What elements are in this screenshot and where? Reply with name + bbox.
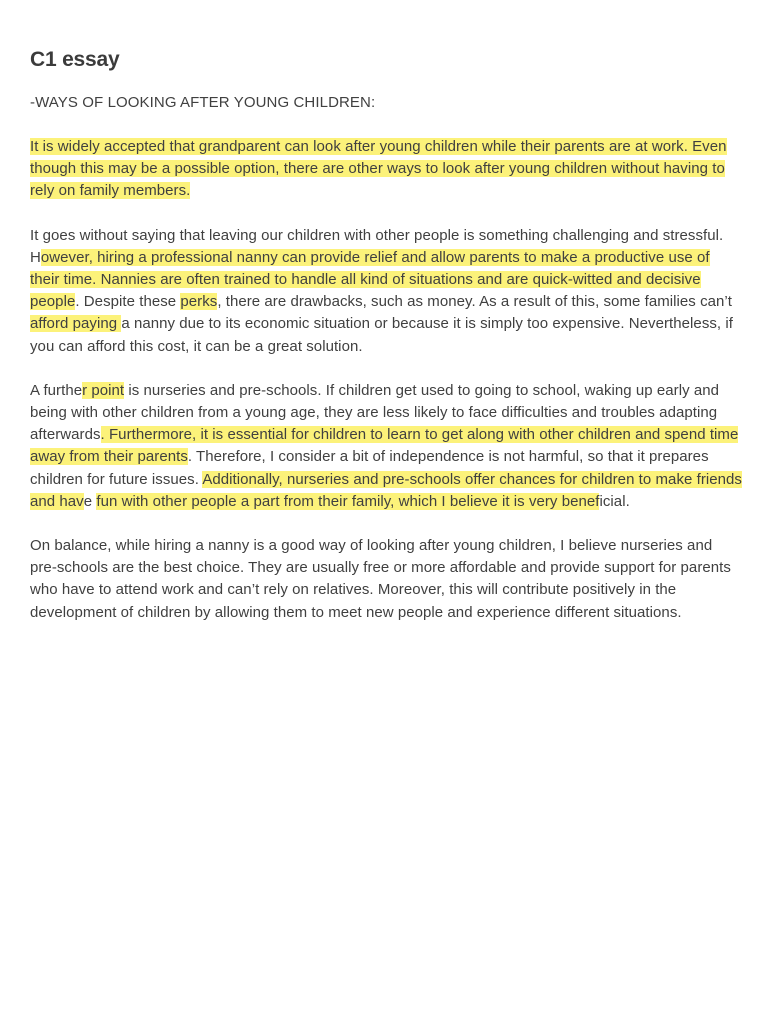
body-text: . Therefore, I consider a bit of independence is not harmful, so that it prepares children for future issues.	[30, 448, 709, 488]
highlighted-text: Additionally, nurseries and pre-schools offer chances for children to make friends and hav	[30, 470, 742, 510]
body-text: e	[83, 492, 97, 510]
body-text: is nurseries and pre-schools. If children get used to going to school, waking up early and being with other children from a young age, they are less likely to face difficulties and troubles adapting afterwards	[30, 381, 720, 444]
highlighted-text: owever, hiring a professional nanny can provide relief and allow parents to make a productive use of their time. Nannies are often trained to handle all kind of situations and are quick-witted and decisive people	[30, 248, 710, 311]
body-text: icial.	[599, 492, 630, 510]
body-text: A furthe	[30, 381, 83, 399]
essay-paragraph-3	[30, 380, 742, 513]
body-text: On balance, while hiring a nanny is a good way of looking after young children, I believe nurseries and pre-schools are the best choice. They are usually free or more affordable and provide support for parents who have to attend work and can’t rely on relatives. Moreover, this will contribute positively in the development of children by allowing them to meet new people and experience different situations.	[30, 537, 731, 621]
highlighted-text: afford paying	[30, 315, 122, 333]
highlighted-text: It is widely accepted that grandparent can look after young children while their parents are at work. Even though this may be a possible option, there are other ways to look after young children without having to rely on family members.	[30, 138, 727, 200]
document-subtitle: -WAYS OF LOOKING AFTER YOUNG CHILDREN:	[30, 94, 376, 111]
essay-paragraph-2	[30, 225, 742, 358]
highlighted-text: r point	[82, 381, 125, 399]
document-title: C1 essay	[30, 48, 120, 71]
highlighted-text: perks	[180, 293, 218, 311]
body-text: . Despite these	[75, 293, 181, 311]
highlighted-text: . Furthermore, it is essential for children to learn to get along with other children and spend time away from their parents	[30, 426, 739, 466]
essay-paragraph-4	[30, 535, 742, 624]
highlighted-text: fun with other people a part from their family, which I believe it is very benef	[96, 492, 600, 510]
body-text: a nanny due to its economic situation or because it is simply too expensive. Nevertheless, if you can afford this cost, it can be a great solution.	[30, 315, 733, 355]
body-text: , there are drawbacks, such as money. As a result of this, some families can’t	[217, 293, 733, 311]
document-page	[30, 44, 742, 624]
essay-body	[30, 136, 742, 624]
essay-paragraph-1	[30, 136, 742, 203]
body-text: It goes without saying that leaving our children with other people is something challenging and stressful. H	[30, 226, 724, 266]
